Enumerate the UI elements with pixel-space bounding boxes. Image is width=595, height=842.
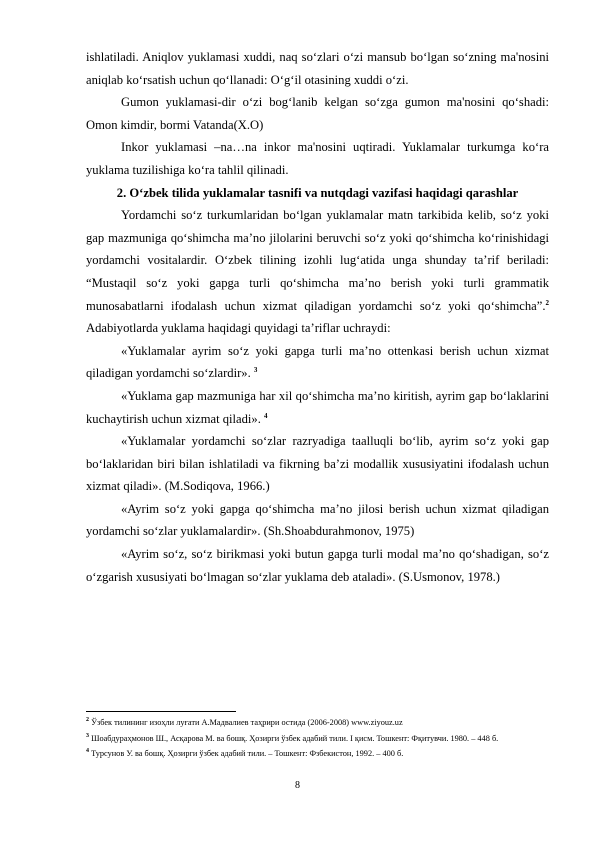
- footnote-ref: 4: [264, 411, 268, 420]
- footnote-ref: 3: [253, 366, 258, 375]
- paragraph-text: Adabiyotlarda yuklama haqidagi quyidagi ta’riflar uchraydi:: [86, 321, 391, 336]
- paragraph: «Yuklamalar yordamchi so‘zlar razryadiga taalluqli bo‘lib, ayrim so‘z yoki gap bo‘laklaridan biri bilan ishlatiladi va fikrning ba’zi modallik xususiyatini ifodalash uchun xizmat qiladi». (M.Sodiqova, 1966.): [86, 434, 549, 494]
- footnote: [86, 715, 549, 731]
- footnote-number: 3: [86, 732, 89, 739]
- document-body: [86, 46, 549, 588]
- paragraph-text: Yordamchi so‘z turkumlaridan bo‘lgan yuklamalar matn tarkibida kelib, so‘z yoki gap mazmuniga qo‘shimcha ma’no jilolarini beruvchi so‘z yoki qo‘shimcha ko‘rinishidagi yordamchi vositalardir. O‘zbek tilining izohli lug‘atida unga shunday ta’rif beriladi: “Mustaqil so‘z yoki gapga turli qo‘shimcha ma’no berish yoki turli grammatik munosabatlarni ifodalash uchun xizmat qiladigan yordamchi so‘z yoki qo‘shimcha”.: [86, 208, 549, 313]
- footnote-text: Ўзбек тилининг изоҳли луғати А.Мадвалиев таҳрири остида (2006-2008) www.ziyouz.uz: [89, 718, 403, 727]
- paragraph: [86, 385, 549, 430]
- footnote-divider: [86, 711, 236, 712]
- paragraph: [86, 340, 549, 385]
- paragraph: «Ayrim so‘z, so‘z birikmasi yoki butun gapga turli modal ma’no qo‘shadigan, so‘z o‘zgarish xususiyati bo‘lmagan so‘zlar yuklama deb ataladi». (S.Usmonov, 1978.): [86, 547, 549, 584]
- paragraph: «Ayrim so‘z yoki gapga qo‘shimcha ma’no jilosi berish uchun xizmat qiladigan yordamchi so‘zlar yuklamalardir». (Sh.Shoabdurahmonov, 1975): [86, 501, 549, 539]
- footnote: [86, 731, 549, 747]
- footnote-text: Турсунов У. ва бошқ. Ҳозирги ўзбек адабий тили. – Тошкент: Фзбекистон, 1992. – 400 б.: [89, 749, 404, 759]
- footnote-text: Шоабдураҳмонов Ш., Асқарова М. ва бошқ. Ҳозирги ўзбек адабий тили. I қисм. Тошкент: Фқитувчи. 1980. – 448 б.: [89, 733, 499, 743]
- paragraph: [86, 204, 549, 340]
- footnote: [86, 746, 549, 762]
- footnotes: [86, 711, 549, 762]
- page-number: 8: [295, 780, 300, 791]
- footnote-number: 4: [86, 748, 89, 755]
- paragraph: ishlatiladi. Aniqlov yuklamasi xuddi, naq so‘zlari o‘zi mansub bo‘lgan so‘zning ma'nosini aniqlab ko‘rsatish uchun qo‘llanadi: O‘g‘il otasining xuddi o‘zi.: [86, 50, 549, 87]
- paragraph-text: «Yuklamalar ayrim so‘z yoki gapga turli ma’no ottenkasi berish uchun xizmat qiladigan yordamchi so‘zlardir».: [86, 343, 549, 381]
- section-heading: 2. O‘zbek tilida yuklamalar tasnifi va nutqdagi vazifasi haqidagi qarashlar: [116, 185, 519, 200]
- paragraph: Inkor yuklamasi –na…na inkor ma'nosini uqtiradi. Yuklamalar turkumga ko‘ra yuklama tuzilishiga ko‘ra tahlil qilinadi.: [86, 140, 549, 177]
- paragraph-text: «Yuklama gap mazmuniga har xil qo‘shimcha ma’no kiritish, ayrim gap bo‘laklarini kuchaytirish uchun xizmat qiladi».: [86, 388, 549, 426]
- paragraph: Gumon yuklamasi-dir o‘zi bog‘lanib kelgan so‘zga gumon ma'nosini qo‘shadi: Omon kimdir, bormi Vatanda(X.O): [86, 95, 549, 132]
- footnote-ref: 2: [545, 298, 549, 307]
- footnote-number: 2: [86, 717, 89, 724]
